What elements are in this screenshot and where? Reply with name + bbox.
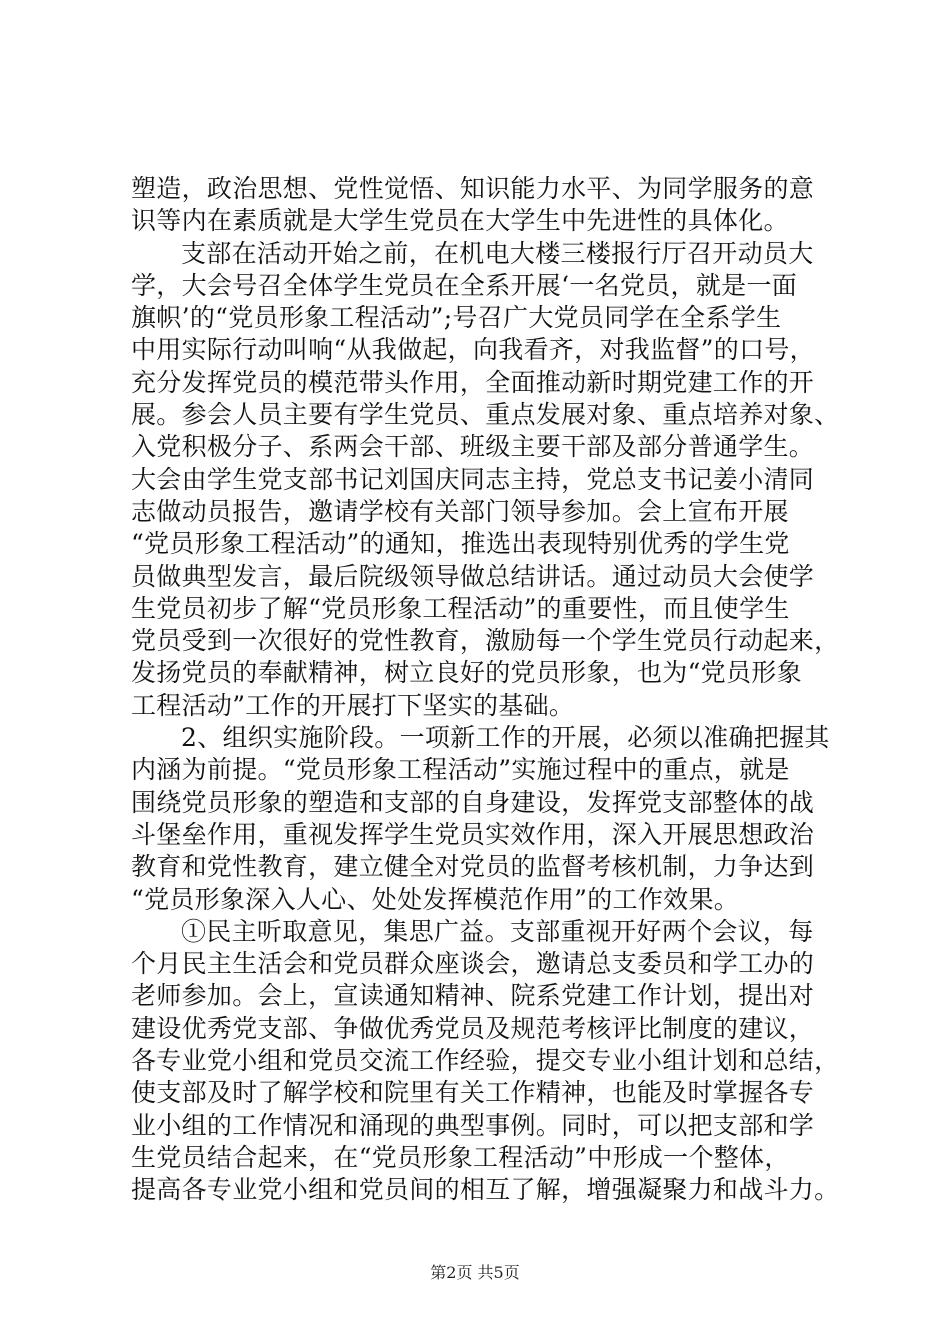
paragraph-first-line: 支部在活动开始之前，在机电大楼三楼报行厅召开动员大 bbox=[181, 238, 814, 268]
text-line: 个月民主生活会和党员群众座谈会，邀请总支委员和学工办的 bbox=[131, 949, 815, 979]
text-line: 志做动员报告，邀请学校有关部门领导参加。会上宣布开展 bbox=[131, 496, 789, 526]
text-line: “党员形象深入人心、处处发挥模范作用”的工作效果。 bbox=[131, 884, 740, 914]
paragraph-first-line: ①民主听取意见，集思广益。支部重视开好两个会议，每 bbox=[181, 916, 814, 946]
text-line: 使支部及时了解学校和院里有关工作精神，也能及时掌握各专 bbox=[131, 1078, 815, 1108]
text-line: 生党员结合起来，在“党员形象工程活动”中形成一个整体， bbox=[131, 1142, 790, 1172]
text-line: 旗帜’的“党员形象工程活动”;号召广大党员同学在全系学生 bbox=[131, 303, 782, 333]
text-line: 党员受到一次很好的党性教育，激励每一个学生党员行动起来， bbox=[131, 626, 840, 656]
text-line: 教育和党性教育，建立健全对党员的监督考核机制，力争达到 bbox=[131, 852, 815, 882]
text-line: 塑造，政治思想、党性觉悟、知识能力水平、为同学服务的意 bbox=[131, 174, 815, 203]
text-line: 围绕党员形象的塑造和支部的自身建设，发挥党支部整体的战 bbox=[131, 787, 815, 817]
text-line: 识等内在素质就是大学生党员在大学生中先进性的具体化。 bbox=[131, 206, 789, 236]
text-line: 入党积极分子、系两会干部、班级主要干部及部分普通学生。 bbox=[131, 432, 815, 462]
text-line: 发扬党员的奉献精神，树立良好的党员形象，也为“党员形象 bbox=[131, 658, 802, 688]
text-line: 内涵为前提。“党员形象工程活动”实施过程中的重点，就是 bbox=[131, 755, 790, 785]
text-line: 员做典型发言，最后院级领导做总结讲话。通过动员大会使学 bbox=[131, 561, 815, 591]
text-line: 中用实际行动叫响“从我做起，向我看齐，对我监督”的口号， bbox=[131, 335, 815, 365]
text-line: 充分发挥党员的模范带头作用，全面推动新时期党建工作的开 bbox=[131, 367, 815, 397]
text-line: 学，大会号召全体学生党员在全系开展‘一名党员，就是一面 bbox=[131, 270, 798, 300]
text-line: 斗堡垒作用，重视发挥学生党员实效作用，深入开展思想政治 bbox=[131, 819, 815, 849]
text-line: 老师参加。会上，宣读通知精神、院系党建工作计划，提出对 bbox=[131, 981, 815, 1011]
text-line: 大会由学生党支部书记刘国庆同志主持，党总支书记姜小清同 bbox=[131, 464, 815, 494]
text-line: 生党员初步了解“党员形象工程活动”的重要性，而且使学生 bbox=[131, 593, 790, 623]
page-footer bbox=[0, 1263, 950, 1283]
text-line: 各专业党小组和党员交流工作经验，提交专业小组计划和总结， bbox=[131, 1046, 840, 1076]
text-line: 建设优秀党支部、争做优秀党员及规范考核评比制度的建议， bbox=[131, 1013, 815, 1043]
text-line: 工程活动”工作的开展打下坚实的基础。 bbox=[131, 690, 575, 720]
body-text bbox=[131, 173, 843, 1207]
text-line: 业小组的工作情况和涌现的典型事例。同时，可以把支部和学 bbox=[131, 1110, 815, 1140]
text-line: 展。参会人员主要有学生党员、重点发展对象、重点培养对象、 bbox=[131, 400, 840, 430]
paragraph-first-line: 2、组织实施阶段。一项新工作的开展，必须以准确把握其 bbox=[181, 723, 830, 753]
page-number: 第2页 共5页 bbox=[430, 1263, 520, 1282]
text-line: 提高各专业党小组和党员间的相互了解，增强凝聚力和战斗力。 bbox=[131, 1175, 840, 1205]
text-line: “党员形象工程活动”的通知，推选出表现特别优秀的学生党 bbox=[131, 529, 790, 559]
